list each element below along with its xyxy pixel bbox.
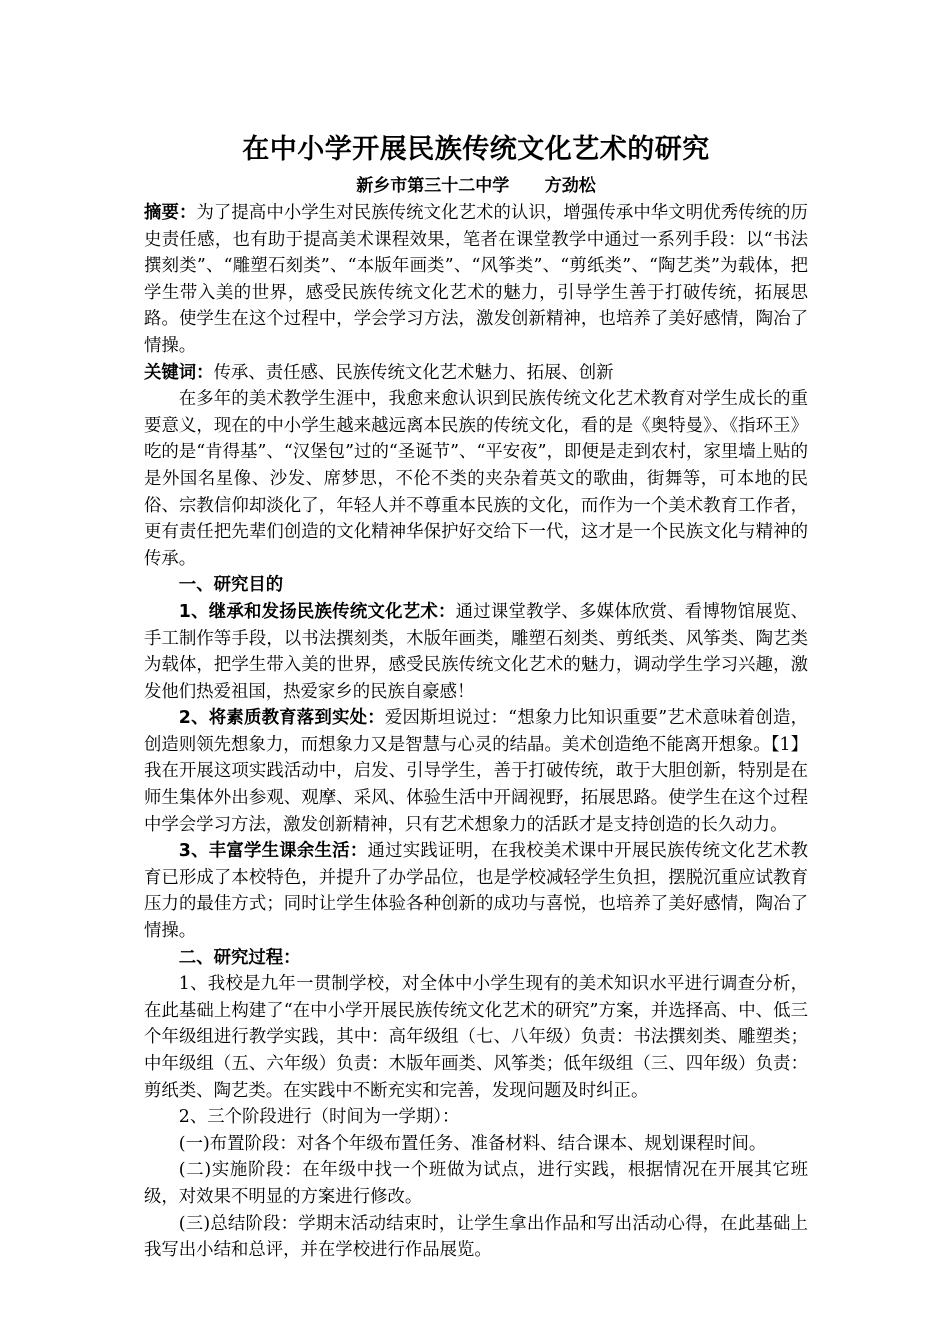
section-2-heading: 二、研究过程： <box>178 947 301 968</box>
item-text: 通过实践证明，在我校美术课中开展民族传统文化艺术教育已形成了本校特色，并提升了办学品位，也是学校减轻学生负担，摆脱沉重应试教育压力的最佳方式；同时让学生体验各种创新的成功与喜悦，也培养了美好感情，陶冶了情操。 <box>144 841 808 942</box>
section-1-item-3 <box>144 838 808 944</box>
item-text: 通过课堂教学、多媒体欣赏、看博物馆展览、手工制作等手段，以书法撰刻类，木版年画类，雕塑石刻类、剪纸类、风筝类、陶艺类为载体，把学生带入美的世界，感受民族传统文化艺术的魅力，调动学生学习兴趣，激发他们热爱祖国，热爱家乡的民族自豪感！ <box>144 601 808 702</box>
item-lead: 3、丰富学生课余生活： <box>178 841 368 862</box>
document-body <box>144 128 808 1264</box>
item-text: 爱因斯坦说过：“想象力比知识重要”艺术意味着创造，创造则领先想象力，而想象力又是智慧与心灵的结晶。美术创造绝不能离开想象。【1】我在开展这项实践活动中，启发、引导学生，善于打破传统，敢于大胆创新，特别是在师生集体外出参观、观摩、采风、体验生活中开阔视野，拓展思路。使学生在这个过程中学会学习方法，激发创新精神，只有艺术想象力的活跃才是支持创造的长久动力。 <box>144 708 808 835</box>
keywords-label: 关键词： <box>144 362 214 383</box>
section-2-paragraph: 1、我校是九年一贯制学校，对全体中小学生现有的美术知识水平进行调查分析，在此基础上构建了“在中小学开展民族传统文化艺术的研究”方案，并选择高、中、低三个年级组进行教学实践，其中：高年级组（七、八年级）负责：书法撰刻类、雕塑类；中年级组（五、六年级）负责：木版年画类、风筝类；低年级组（三、四年级）负责：剪纸类、陶艺类。在实践中不断充实和完善，发现问题及时纠正。 <box>144 974 808 1101</box>
keywords-paragraph <box>144 360 808 387</box>
abstract-paragraph <box>144 200 808 360</box>
section-1-heading: 一、研究目的 <box>178 575 284 596</box>
abstract-label: 摘要： <box>144 203 197 223</box>
section-2-paragraph: (一)布置阶段：对各个年级布置任务、准备材料、结合课本、规划课程时间。 <box>178 1133 767 1154</box>
item-lead: 1、继承和发扬民族传统文化艺术： <box>178 601 456 622</box>
section-2-paragraph: 2、三个阶段进行（时间为一学期）： <box>178 1107 460 1128</box>
section-2-paragraph: (二)实施阶段：在年级中找一个班做为试点，进行实践，根据情况在开展其它班级，对效果不明显的方案进行修改。 <box>144 1160 808 1207</box>
section-1-item-1 <box>144 599 808 705</box>
item-lead: 2、将素质教育落到实处： <box>178 708 385 729</box>
document-title: 在中小学开展民族传统文化艺术的研究 <box>242 134 710 165</box>
section-1-item-2 <box>144 705 808 838</box>
intro-paragraph: 在多年的美术教学生涯中，我愈来愈认识到民族传统文化艺术教育对学生成长的重要意义，现在的中小学生越来越远离本民族的传统文化，看的是《奥特曼》、《指环王》吃的是“肯得基”、“汉堡包”过的“圣诞节”、“平安夜”，即便是走到农村，家里墙上贴的是外国名星像、沙发、席梦思，不伦不类的夹杂着英文的歌曲，街舞等，可本地的民俗、宗教信仰却淡化了，年轻人并不尊重本民族的文化，而作为一个美术教育工作者，更有责任把先辈们创造的文化精神华保护好交给下一代，这才是一个民族文化与精神的传承。 <box>144 389 808 569</box>
abstract-text: 为了提高中小学生对民族传统文化艺术的认识，增强传承中华文明优秀传统的历史责任感，也有助于提高美术课程效果，笔者在课堂教学中通过一系列手段：以“书法撰刻类”、“雕塑石刻类”、“本版年画类”、“风筝类”、“剪纸类”、“陶艺类”为载体，把学生带入美的世界，感受民族传统文化艺术的魅力，引导学生善于打破传统，拓展思路。使学生在这个过程中，学会学习方法，激发创新精神，也培养了美好感情，陶冶了情操。 <box>144 203 808 356</box>
section-2-paragraph: (三)总结阶段：学期末活动结束时，让学生拿出作品和写出活动心得，在此基础上我写出小结和总评，并在学校进行作品展览。 <box>144 1213 808 1261</box>
author-byline: 新乡市第三十二中学 方劲松 <box>356 176 596 196</box>
keywords-text: 传承、责任感、民族传统文化艺术魅力、拓展、创新 <box>213 362 614 383</box>
